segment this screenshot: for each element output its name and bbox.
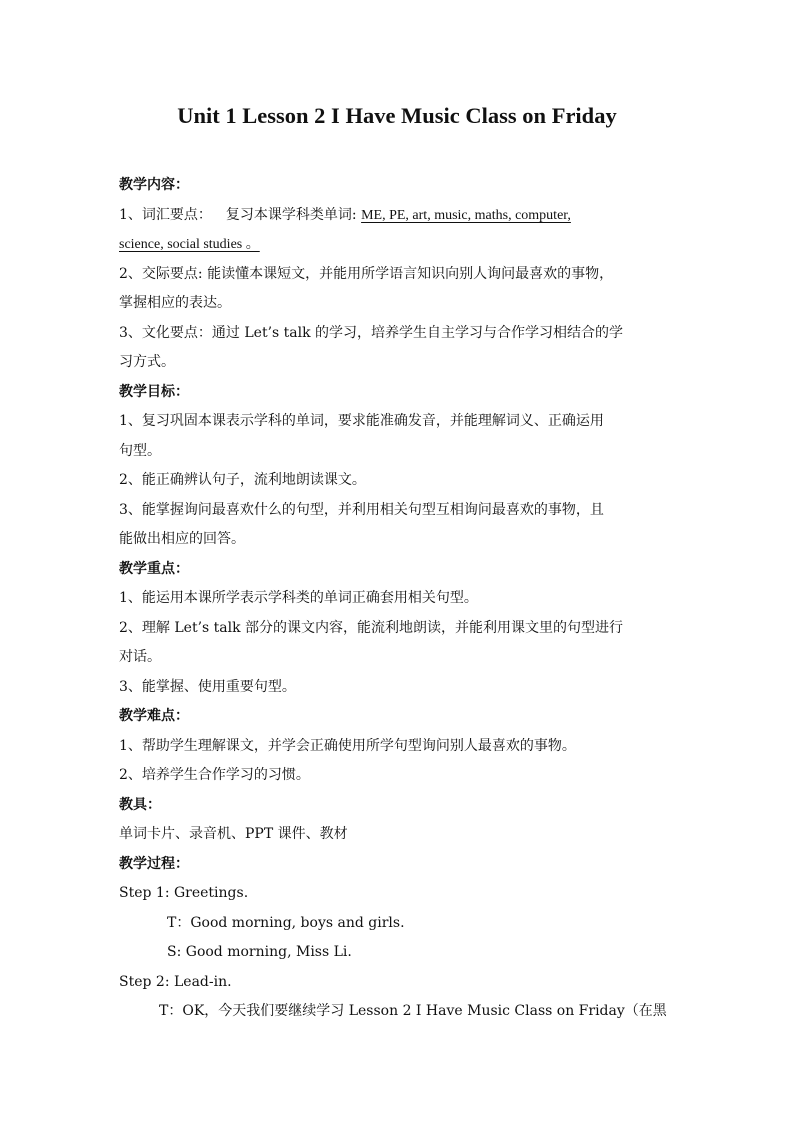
section-heading-process: 教学过程： xyxy=(119,855,189,872)
goals-item-3b: 能做出相应的回答。 xyxy=(119,531,245,547)
section-heading-goals: 教学目标： xyxy=(119,383,189,400)
section-heading-difficult: 教学难点： xyxy=(119,708,189,724)
goals-item-1b: 句型。 xyxy=(119,442,161,459)
section-heading-content: 教学内容： xyxy=(119,177,189,193)
content-item-1-mid: 复习本课学科类单词: xyxy=(225,206,357,223)
section-heading-key: 教学重点： xyxy=(119,560,189,577)
key-item-3: 3、能掌握、使用重要句型。 xyxy=(119,678,296,695)
goals-item-1a: 1、复习巩固本课表示学科的单词，要求能准确发音，并能理解词义、正确运用 xyxy=(119,413,604,429)
content-item-1-cont xyxy=(119,230,675,260)
content-item-1-words-b: science, social studies 。 xyxy=(119,237,260,252)
difficult-item-2: 2、培养学生合作学习的习惯。 xyxy=(119,767,310,783)
process-step-1: Step 1: Greetings. xyxy=(119,885,249,901)
key-item-2a: 2、理解 Let’s talk 部分的课文内容，能流利地朗读，并能利用课文里的句型进行 xyxy=(119,619,624,636)
content-item-2b: 掌握相应的表达。 xyxy=(119,295,231,311)
content-item-3a: 3、文化要点：通过 Let’s talk 的学习，培养学生自主学习与合作学习相结合的学 xyxy=(119,324,624,341)
process-step-1-teacher: T：Good morning, boys and girls. xyxy=(167,914,405,931)
goals-item-2: 2、能正确辨认句子，流利地朗读课文。 xyxy=(119,472,366,488)
section-heading-tools: 教具： xyxy=(119,796,161,813)
goals-item-3a: 3、能掌握询问最喜欢什么的句型，并利用相关句型互相询问最喜欢的事物，且 xyxy=(119,501,604,518)
tools-item-1: 单词卡片、录音机、PPT 课件、教材 xyxy=(119,826,348,842)
process-step-2: Step 2: Lead-in. xyxy=(119,973,232,990)
page-title: Unit 1 Lesson 2 I Have Music Class on Friday xyxy=(177,103,617,128)
content-item-1 xyxy=(119,201,675,231)
difficult-item-1: 1、帮助学生理解课文，并学会正确使用所学句型询问别人最喜欢的事物。 xyxy=(119,737,576,754)
process-step-1-student: S: Good morning, Miss Li. xyxy=(167,944,352,960)
key-item-2b: 对话。 xyxy=(119,649,161,665)
content-item-3b: 习方式。 xyxy=(119,354,175,370)
document-body xyxy=(119,171,675,1027)
process-step-2-teacher: T：OK，今天我们要继续学习 Lesson 2 I Have Music Class on Friday（在黑 xyxy=(159,1003,667,1019)
content-item-1-prefix: 1、词汇要点： xyxy=(119,206,212,223)
key-item-1: 1、能运用本课所学表示学科类的单词正确套用相关句型。 xyxy=(119,590,478,606)
content-item-2a: 2、交际要点: 能读懂本课短文，并能用所学语言知识向别人询问最喜欢的事物， xyxy=(119,265,614,282)
content-item-1-words-a: ME, PE, art, music, maths, computer, xyxy=(361,207,571,223)
